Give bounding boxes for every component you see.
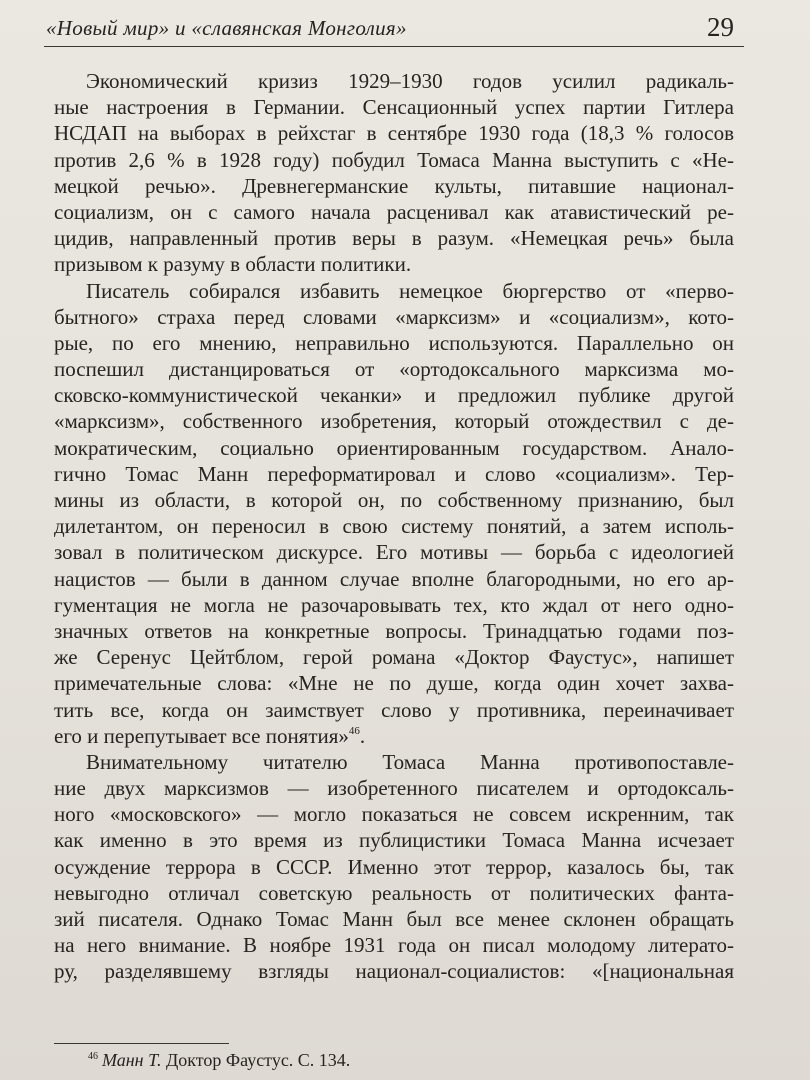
text-line: ру, разделявшему взгляды национал-социалистов: «[национальная [54,959,734,984]
text-line: цидив, направленный против веры в разум. «Немецкая речь» была [54,226,734,251]
text-line: гично Томас Манн переформатировал и слово «социализм». Тер- [54,461,734,486]
text-line: примечательные слова: «Мне не по душе, когда один хочет захва- [54,671,734,696]
text-line: ние двух марксизмов — изобретенного писателем и ортодоксаль- [54,776,734,801]
text-line: ные настроения в Германии. Сенсационный успех партии Гитлера [54,95,734,120]
text-line: зий писателя. Однако Томас Манн был все менее склонен обращать [54,907,734,931]
text-line: гументация не могла не разочаровывать тех, кто ждал от него одно- [54,592,734,617]
text-line: как именно в это время из публицистики Томаса Манна исчезает [54,828,734,853]
text-line: сковско-коммунистической чеканки» и предложил публике другой [54,383,734,408]
running-header [44,10,744,47]
body-text [54,68,734,985]
text-line-content: его и перепутывает все понятия» [54,723,349,748]
text-line: «марксизм», собственного изобретения, который отождествил с де- [54,409,734,434]
text-line: бытного» страха перед словами «марксизм» и «социализм», кото- [54,304,734,329]
footnote-reference: 46 [348,724,360,737]
footnote-divider [54,1043,229,1044]
text-line: НСДАП на выборах в рейхстаг в сентябре 1930 года (18,3 % голосов [54,121,734,146]
text-line: рые, по его мнению, неправильно используются. Параллельно он [54,330,734,355]
text-line: мократическим, социально ориентированным государством. Анало- [54,435,734,460]
text-line: невыгодно отличал советскую реальность от политических фанта- [54,880,734,905]
text-line: социализм, он с самого начала расценивал как атавистический ре- [54,199,734,224]
text-line: мины из области, в которой он, по собственному признанию, был [54,488,734,512]
text-line: осуждение террора в СССР. Именно этот террор, казалось бы, так [54,854,734,879]
text-line: его и перепутывает все понятия»$^{46}$. [54,723,366,748]
paragraph [54,68,734,278]
text-line: же Серенус Цейтблом, герой романа «Доктор Фаустус», напишет [54,645,734,670]
text-line: призывом к разуму в области политики. [54,252,412,277]
footnote-text: Доктор Фаустус. С. 134. [165,1050,351,1070]
paragraph [54,278,734,749]
text-line: на него внимание. В ноябре 1931 года он писал молодому литерато- [54,933,734,958]
text-line: поспешил дистанцироваться от «ортодоксального марксизма мо- [54,357,734,382]
paragraph [54,749,734,985]
text-line: Писатель собирался избавить немецкое бюргерство от «перво- [86,278,734,303]
text-line: значных ответов на конкретные вопросы. Тринадцатью годами поз- [54,618,734,643]
text-line: дилетантом, он переносил в свою систему понятий, а затем исполь- [54,514,734,539]
footnote [88,1050,350,1071]
text-line: мецкой речью». Древнегерманские культы, питавшие национал- [54,173,734,198]
footnote-author: Манн Т. [102,1050,162,1070]
text-line: Внимательному читателю Томаса Манна противопоставле- [86,749,734,774]
text-line: зовал в политическом дискурсе. Его мотивы — борьба с идеологией [54,540,734,565]
running-title: «Новый мир» и «славянская Монголия» [46,16,407,40]
text-line: ного «московского» — могло показаться не совсем искренним, так [54,802,734,827]
footnote-number: 46 [88,1051,98,1062]
text-line: Экономический кризиз 1929–1930 годов усилил радикаль- [86,69,734,93]
text-line: тить все, когда он заимствует слово у противника, переиначивает [54,697,734,722]
text-line: против 2,6 % в 1928 году) побудил Томаса Манна выступить с «Не- [54,147,734,172]
text-line: нацистов — были в данном случае вполне благородными, но его ар- [54,566,734,591]
page-number: 29 [707,12,734,42]
